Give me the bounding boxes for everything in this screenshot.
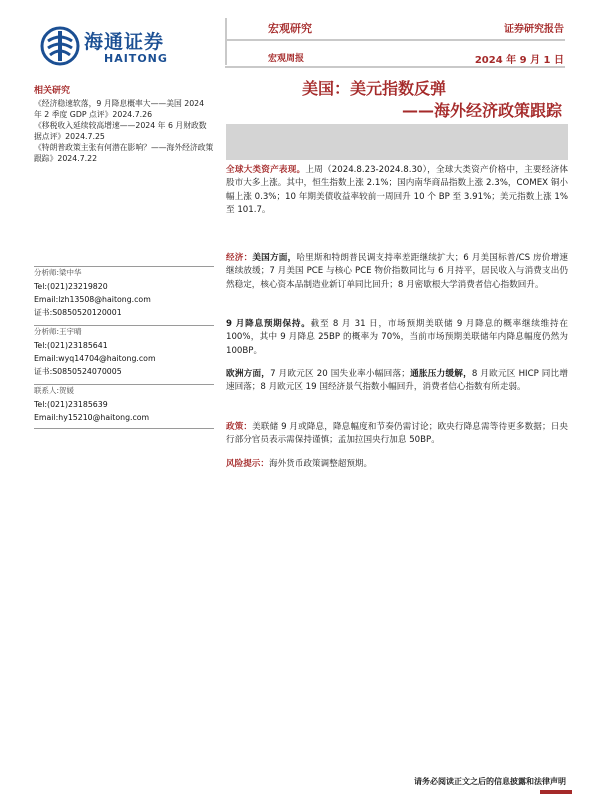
report-category: 宏观研究 <box>268 22 312 35</box>
sidebar-divider <box>34 266 214 267</box>
summary-policy <box>226 421 568 448</box>
header-divider-vertical <box>225 18 227 65</box>
analyst-cert: 证书:S0850520120001 <box>34 307 122 317</box>
paragraph-text: 8 月欧元区 HICP 同比增速回落；8 月欧元区 19 国经济景气指数小幅回升，消费者信心指数有所走弱。 <box>226 369 568 393</box>
brand-name-cn: 海通证券 <box>84 31 165 53</box>
contact-tel: Tel:(021)23185639 <box>34 399 108 409</box>
analyst-contact-2 <box>34 327 214 377</box>
brand-name-en: HAITONG <box>104 52 168 65</box>
paragraph-text: 上周（2024.8.23-2024.8.30），全球大类资产价格中，主要经济体股市大多上涨。其中，恒生指数上涨 2.1%；国内南华商品指数上涨 2.3%，COMEX 铜小幅上涨 0.3%；10 年期美债收益率较前一周回升 10 个 BP 至 3.91%；美元指数上涨 1%至 101.7。 <box>226 165 568 215</box>
analyst-tel: Tel:(021)23185641 <box>34 340 108 350</box>
report-subtitle: ——海外经济政策跟踪 <box>401 101 562 120</box>
related-research-item[interactable]: 《移税收入延续较高增速——2024 年 6 月财政数据点评》2024.7.25 <box>34 121 207 142</box>
sidebar-divider <box>34 325 214 326</box>
paragraph-text: 美联储 9 月或降息，降息幅度和节奏仍需讨论；欧央行降息需等待更多数据；日央行部分官员表示需保持谨慎；孟加拉国央行加息 50BP。 <box>226 422 568 446</box>
header-divider-mid <box>225 39 565 41</box>
sidebar-divider <box>34 428 214 429</box>
report-type: 证券研究报告 <box>504 24 564 35</box>
paragraph-lead: 全球大类资产表现。 <box>226 165 306 175</box>
summary-rate-cut-expectation <box>226 318 568 358</box>
header-divider-bottom <box>225 66 565 68</box>
report-title: 美国：美元指数反弹 <box>302 79 447 98</box>
analyst-contact-1 <box>34 268 214 318</box>
related-research-heading: 相关研究 <box>34 86 71 96</box>
related-research-item[interactable]: 《特朗普政策主张有何潜在影响？——海外经济政策跟踪》2024.7.22 <box>34 143 214 164</box>
analyst-email[interactable]: Email:wyq14704@haitong.com <box>34 353 156 363</box>
report-date: 2024 年 9 月 1 日 <box>474 55 564 66</box>
related-research-list <box>34 98 214 164</box>
legal-disclaimer: 请务必阅读正文之后的信息披露和法律声明 <box>414 777 566 786</box>
paragraph-emphasis: 欧洲方面， <box>226 369 271 379</box>
analyst-email[interactable]: Email:lzh13508@haitong.com <box>34 294 151 304</box>
paragraph-emphasis: 9 月降息预期保持。 <box>226 319 311 329</box>
contact-email[interactable]: Email:hy15210@haitong.com <box>34 412 150 422</box>
analyst-name: 分析师:王宇晴 <box>34 327 82 336</box>
title-banner-bar <box>226 124 568 160</box>
report-subcategory: 宏观周报 <box>268 54 305 64</box>
haitong-logo <box>40 25 190 67</box>
paragraph-emphasis: 美国方面， <box>252 253 297 263</box>
related-research-item[interactable]: 《经济稳速软落，9 月降息概率大——美国 2024 年 2 季度 GDP 点评》2024.7.26 <box>34 99 205 120</box>
summary-europe <box>226 368 568 395</box>
paragraph-text: 哈里斯和特朗普民调支持率差距继续扩大；6 月美国标普/CS 房价增速继续放缓；7 月美国 PCE 与核心 PCE 物价指数同比与 6 月持平，居民收入与消费支出仍然稳定，核心资本品制造业新订单同比回升；8 月密歇根大学消费者信心指数回升。 <box>226 253 568 290</box>
sidebar-divider <box>34 384 214 385</box>
risk-warning <box>226 458 568 471</box>
analyst-name: 分析师:梁中华 <box>34 268 82 277</box>
summary-economy <box>226 252 568 292</box>
summary-asset-performance <box>226 164 568 217</box>
footer-accent-bar <box>540 790 572 794</box>
paragraph-text: 截至 8 月 31 日，市场预期美联储 9 月降息的概率继续维持在 100%，其中 9 月降息 25BP 的概率为 70%，当前市场预期美联储年内降息幅度仍然为 100BP。 <box>226 319 568 356</box>
paragraph-lead: 风险提示： <box>226 459 269 469</box>
paragraph-text: 7 月欧元区 20 国失业率小幅回落； <box>270 369 410 379</box>
paragraph-text: 海外货币政策调整超预期。 <box>268 459 373 469</box>
analyst-tel: Tel:(021)23219820 <box>34 281 108 291</box>
paragraph-lead: 经济： <box>226 253 253 263</box>
paragraph-emphasis: 通胀压力缓解， <box>409 369 472 379</box>
contact-name: 联系人:贺媛 <box>34 386 75 395</box>
paragraph-lead: 政策： <box>226 422 253 432</box>
haitong-emblem-icon <box>40 25 80 67</box>
contact-person <box>34 386 214 423</box>
analyst-cert: 证书:S0850524070005 <box>34 366 122 376</box>
